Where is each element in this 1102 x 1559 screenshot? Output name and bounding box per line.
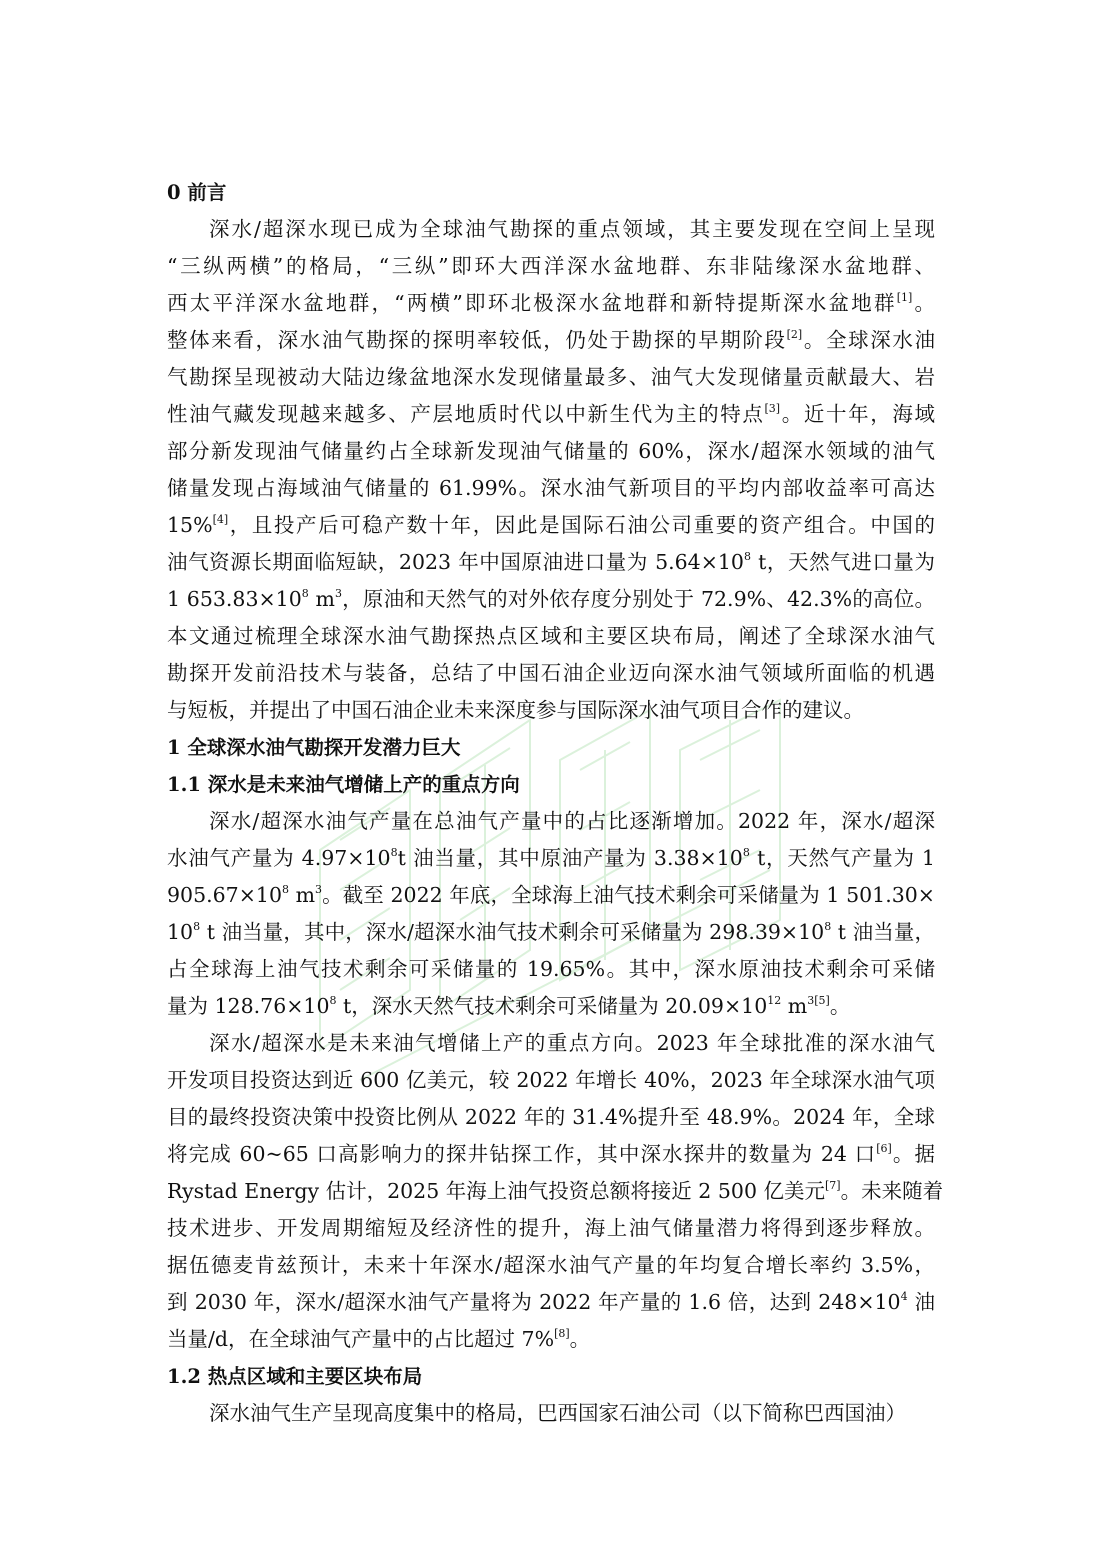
text-line xyxy=(167,359,935,396)
text-line xyxy=(167,692,935,729)
section-heading: 1.2 热点区域和主要区块布局 xyxy=(167,1365,423,1388)
text-line xyxy=(167,1062,935,1099)
text-run: 开发项目投资达到近 600 亿美元，较 2022 年增长 40%，2023 年全球深水油气项 xyxy=(167,1068,935,1092)
text-run: 据伍德麦肯兹预计，未来十年深水/超深水油气产量的年均复合增长率约 3.5%， xyxy=(167,1253,935,1277)
text-line xyxy=(167,988,935,1025)
text-run: 储量发现占海域油气储量的 61.99%。深水油气新项目的平均内部收益率可高达 xyxy=(167,476,935,500)
text-run: 15% xyxy=(167,513,213,537)
text-line xyxy=(167,914,935,951)
superscript: 8 xyxy=(329,994,337,1007)
text-run: t 油当量， xyxy=(831,920,935,944)
text-run: t 油当量，其中原油产量为 3.38×10 xyxy=(397,846,743,870)
superscript: [7] xyxy=(825,1179,841,1192)
superscript: 8 xyxy=(824,920,832,933)
text-run: 。据 xyxy=(891,1142,936,1166)
superscript: 12 xyxy=(767,994,782,1007)
text-run: 。截至 2022 年底，全球海上油气技术剩余可采储量为 1 501.30× xyxy=(322,883,935,907)
text-run: 。 xyxy=(912,291,935,315)
text-line xyxy=(167,1247,935,1284)
text-line xyxy=(167,285,935,322)
text-line xyxy=(167,877,935,914)
text-run: 占全球海上油气技术剩余可采储量的 19.65%。其中，深水原油技术剩余可采储 xyxy=(167,957,935,981)
text-run: 油 xyxy=(907,1290,935,1314)
superscript: [1] xyxy=(896,291,913,304)
text-line xyxy=(167,1025,935,1062)
superscript: [2] xyxy=(786,328,803,341)
superscript: [4] xyxy=(212,513,229,526)
text-run: t，深水天然气技术剩余可采储量为 20.09×10 xyxy=(336,994,768,1018)
paragraph xyxy=(167,1025,944,1358)
text-line xyxy=(167,322,935,359)
superscript: 4 xyxy=(900,1290,908,1303)
text-run: 深水/超深水油气产量在总油气产量中的占比逐渐增加。2022 年，深水/超深 xyxy=(209,809,935,833)
superscript: 8 xyxy=(390,846,398,859)
text-line xyxy=(167,581,935,618)
text-line xyxy=(167,1210,935,1247)
text-line xyxy=(167,618,935,655)
text-run: 1 653.83×10 xyxy=(167,587,302,611)
text-run: 。全球深水油 xyxy=(802,328,936,352)
paragraph xyxy=(167,803,935,1025)
text-line xyxy=(167,544,935,581)
text-line xyxy=(167,1321,935,1358)
text-run: 气勘探呈现被动大陆边缘盆地深水发现储量最多、油气大发现储量贡献最大、岩 xyxy=(167,365,935,389)
text-run: 。 xyxy=(569,1327,591,1351)
section-heading: 1 全球深水油气勘探开发潜力巨大 xyxy=(167,736,461,759)
paragraph xyxy=(167,211,935,729)
text-run: “三纵两横”的格局，“三纵”即环大西洋深水盆地群、东非陆缘深水盆地群、 xyxy=(167,254,935,278)
text-line xyxy=(167,1099,935,1136)
superscript: [8] xyxy=(554,1327,570,1340)
text-line xyxy=(167,211,935,248)
text-run: 。未来随着 xyxy=(840,1179,944,1203)
text-run: 到 2030 年，深水/超深水油气产量将为 2022 年产量的 1.6 倍，达到 248×10 xyxy=(167,1290,901,1314)
text-run: 深水/超深水是未来油气增储上产的重点方向。2023 年全球批准的深水油气 xyxy=(209,1031,935,1055)
superscript: [6] xyxy=(876,1142,892,1155)
text-run: 将完成 60~65 口高影响力的探井钻探工作，其中深水探井的数量为 24 口 xyxy=(167,1142,877,1166)
text-line xyxy=(167,1136,935,1173)
text-line xyxy=(167,951,935,988)
text-run: 目的最终投资决策中投资比例从 2022 年的 31.4%提升至 48.9%。2024 年，全球 xyxy=(167,1105,935,1129)
superscript: 8 xyxy=(193,920,201,933)
text-run: 本文通过梳理全球深水油气勘探热点区域和主要区块布局，阐述了全球深水油气 xyxy=(167,624,935,648)
text-run: 性油气藏发现越来越多、产层地质时代以中新生代为主的特点 xyxy=(167,402,765,426)
text-run: 勘探开发前沿技术与装备，总结了中国石油企业迈向深水油气领域所面临的机遇 xyxy=(167,661,935,685)
text-run: 整体来看，深水油气勘探的探明率较低，仍处于勘探的早期阶段 xyxy=(167,328,787,352)
superscript: 3 xyxy=(315,883,323,896)
text-run: Rystad Energy 估计，2025 年海上油气投资总额将接近 2 500 亿美元 xyxy=(167,1179,826,1203)
text-line xyxy=(167,1173,944,1210)
text-line xyxy=(167,840,935,877)
superscript: 3 xyxy=(334,587,342,600)
text-run: t 油当量，其中，深水/超深水油气技术剩余可采储量为 298.39×10 xyxy=(200,920,825,944)
text-run: m xyxy=(781,994,808,1018)
superscript: 8 xyxy=(301,587,309,600)
superscript: [3] xyxy=(764,402,781,415)
text-run: 。 xyxy=(829,994,851,1018)
text-run: m xyxy=(308,587,335,611)
text-run: 量为 128.76×10 xyxy=(167,994,330,1018)
text-run: 深水/超深水现已成为全球油气勘探的重点领域，其主要发现在空间上呈现 xyxy=(209,217,935,241)
text-line xyxy=(167,433,935,470)
section-heading: 0 前言 xyxy=(167,181,227,204)
text-run: 技术进步、开发周期缩短及经济性的提升，海上油气储量潜力将得到逐步释放。 xyxy=(167,1216,935,1240)
text-run: m xyxy=(289,883,316,907)
text-line xyxy=(167,1395,935,1432)
text-run: t，天然气进口量为 xyxy=(750,550,936,574)
text-run: 。近十年，海域 xyxy=(780,402,936,426)
text-run: 10 xyxy=(167,920,194,944)
text-run: ，原油和天然气的对外依存度分别处于 72.9%、42.3%的高位。 xyxy=(341,587,935,611)
section-heading: 1.1 深水是未来油气增储上产的重点方向 xyxy=(167,773,520,796)
text-line xyxy=(167,507,935,544)
superscript: 8 xyxy=(743,550,751,563)
text-run: 水油气产量为 4.97×10 xyxy=(167,846,391,870)
text-line xyxy=(167,470,935,507)
text-run: 西太平洋深水盆地群，“两横”即环北极深水盆地群和新特提斯深水盆地群 xyxy=(167,291,897,315)
text-line xyxy=(167,1284,935,1321)
text-run: 与短板，并提出了中国石油企业未来深度参与国际深水油气项目合作的建议。 xyxy=(167,698,864,722)
text-run: ，且投产后可稳产数十年，因此是国际石油公司重要的资产组合。中国的 xyxy=(228,513,935,537)
text-line xyxy=(167,655,935,692)
text-run: 深水油气生产呈现高度集中的格局，巴西国家石油公司（以下简称巴西国油） xyxy=(209,1401,906,1425)
text-run: 当量/d，在全球油气产量中的占比超过 7% xyxy=(167,1327,555,1351)
superscript: 8 xyxy=(282,883,289,896)
text-run: 905.67×10 xyxy=(167,883,282,907)
superscript: 3[5] xyxy=(807,994,830,1007)
text-line xyxy=(167,803,935,840)
paragraph xyxy=(167,1395,935,1432)
article-body xyxy=(167,174,944,1432)
text-run: 部分新发现油气储量约占全球新发现油气储量的 60%，深水/超深水领域的油气 xyxy=(167,439,935,463)
text-line xyxy=(167,396,935,433)
text-run: 油气资源长期面临短缺，2023 年中国原油进口量为 5.64×10 xyxy=(167,550,744,574)
superscript: 8 xyxy=(742,846,750,859)
text-line xyxy=(167,248,935,285)
text-run: t，天然气产量为 1 xyxy=(749,846,935,870)
